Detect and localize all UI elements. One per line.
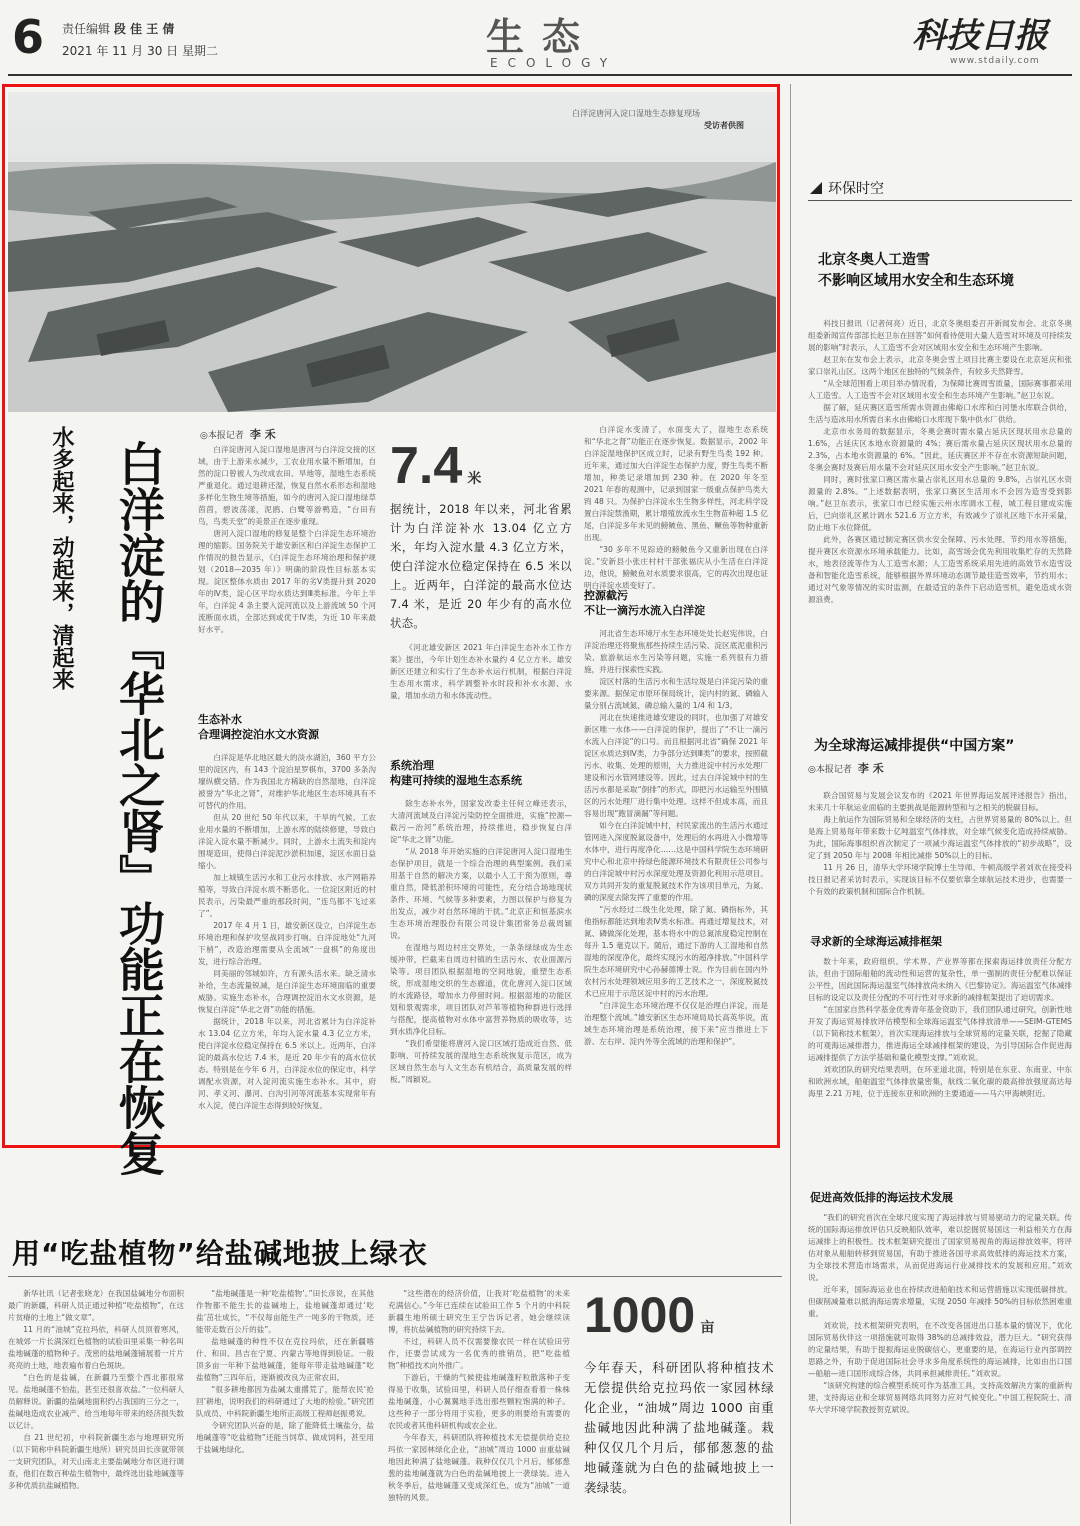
paragraph: 刘欢说，技术框架研究表明，在不改变各国进出口基本量的情况下，优化国际贸易伙伴这一项措施就可取得 38%的总减排效益，潜力巨大。“研究获得的定量结果，有助于提振海运业脱碳信心，更重要的是，在海运行业内部调控思路之外，有助于促进国际社会寻求多角度系统性的海运减排，比如由出口国—船舶—进口国形成综合体，共同承担减排责任。”刘欢说。 xyxy=(808,1321,1072,1378)
bottom-column-3 xyxy=(388,1288,570,1520)
newspaper-logo: 科技日报 xyxy=(912,16,1048,56)
paragraph: “盐地碱蓬是一种‘吃盐植物’。”田长彦说，在其他作物都不能生长的盐碱地上，盐地碱蓬却通过‘吃盐’茁壮成长，“不仅每亩能生产一吨多的干物质，还能带走数百公斤的盐”。 xyxy=(196,1289,374,1334)
article-1-title-line-1: 北京冬奥人工造雪 xyxy=(818,252,930,268)
paragraph: 同时，赛时张家口赛区需水量占崇礼区用水总量的 9.8%，占崇礼区水资源量的 2.8%。“上述数据表明，张家口赛区生活用水不会因为造雪受到影响。”赵卫东表示，张家口市已经实施云州水库调水工程，城工程目建成实施后，已向崇礼区累计调水 521.6 万立方米，有效减少了崇礼区地下水开采量，防止地下水位降低。 xyxy=(808,475,1072,532)
paragraph: 河北在快速推进雄安建设的同时，也加强了对雄安新区唯一水体——白洋淀的保护，提出了“不让一滴污水流入白洋淀”的口号。而且根据河北省“确保 2021 年淀区水质达到Ⅳ类，力争部分达到Ⅲ类”的要求，按照截污水、收集、处理的原则，大力推进淀中村污水处理厂建设和污水管网建设等。因此，过去白洋淀城中村的生活污水都是采取“倒排”的形式，即把污水运输至外围镇区的污水处理厂进行集中处理。这样不但成本高，而且容易出现“跑冒滴漏”等问题。 xyxy=(584,713,768,818)
bottom-column-2 xyxy=(196,1288,374,1520)
subhead-2-title: 系统治理 xyxy=(390,759,434,772)
paragraph: 赵卫东在发布会上表示，北京冬奥会雪上项目比赛主要设在北京延庆和张家口崇礼山区。这两个地区在独特的气候条件，有较多天然降雪。 xyxy=(808,355,1072,376)
paragraph: 《河北雄安新区 2021 年白洋淀生态补水工作方案》提出，今年计划生态补水量约 4 亿立方米。雄安新区还建立和实行了生态补水运行机制，根据白洋淀生态用水需求，科学调整补水时段和补水水源、水量，增加水动力和水体流动性。 xyxy=(390,643,572,700)
stat-unit: 米 xyxy=(467,471,482,487)
paragraph: 加上城镇生活污水和工业污水排放、水产网箱养殖等，导致白洋淀水质不断恶化。一位淀区附近的村民表示，污染最严重的那段时间，“连鸟都不飞过来了”。 xyxy=(198,873,376,918)
issue-date: 2021 年 11 月 30 日 星期二 xyxy=(62,44,218,58)
paragraph: 河北省生态环境厅水生态环境处处长赵宪伟说，白洋淀治理还将聚焦那些持续生活污染、淀区底泥重积污染、旅游航运水生污染等问题，实施一系列很有力措施，并进行探索性实践。 xyxy=(584,629,768,674)
editors-line xyxy=(62,20,174,37)
paragraph: 唐河入淀口湿地的修复是整个白洋淀生态环境治理的缩影。国务院关于雄安新区和白洋淀生态保护工作情况的报告显示，《白洋淀生态环境治理和保护规划（2018—2035 年）》明确的阶段性目标基本实现。淀区整体水质由 2017 年的劣Ⅴ类提升到 2020 年的Ⅳ类，淀心区平均水质达到Ⅲ类标准。今年上半年，白洋淀 4 条主要入淀河流以及上游流域 50 个河流断面水质，全部达到或优于Ⅳ类，为近 10 年来最好水平。 xyxy=(198,529,376,634)
paragraph: “从 2018 年开始实施的白洋淀唐河入淀口湿地生态保护项目，就是一个综合治理的典型案例。我们采用基于自然的解决方案，以最小人工干预为原则，尊重自然，降低淤积环境的可能性，充分结合场地现状条件、环境、气候等多种要素，力图以保护与修复为出发点，减少对自然环境的干扰。”北京正和恒基滨水生态环境治理股份有限公司设计集团常务总裁周颖说。 xyxy=(390,847,572,940)
byline-name: 李 禾 xyxy=(249,428,276,441)
bottom-stat-number: 1000 xyxy=(584,1287,696,1343)
site-url[interactable]: www.stdaily.com xyxy=(950,56,1040,66)
subhead-2-subtitle: 构建可持续的湿地生态系统 xyxy=(390,774,522,787)
paragraph: 科技日报讯（记者何亮）近日，北京冬奥组委召开新闻发布会。北京冬奥组委新闻宣传部部长赵卫东在回答“如何看待使用大量人造雪对环境及可持续发展的影响”时表示，人工造雪不会对区域用水安全和生态环境产生影响。 xyxy=(808,319,1072,352)
paragraph: “这些潜在的经济价值，让我对‘吃盐植物’的未来充满信心。”今年已连续在试验田工作 5 个月的中科院新疆生地所硕士研究生王宁告诉记者，她会继续读博，将抗盐碱植物的研究持续下去。 xyxy=(388,1289,570,1334)
paragraph: 除生态补水外，国家发改委主任何立峰还表示，大清河流域及白洋淀污染防控全面推进，实施“控源—截污—治河”系统治理，持续推进，稳步恢复白洋淀“华北之肾”功能。 xyxy=(390,799,572,844)
wetland-photo-illustration xyxy=(8,92,776,412)
subhead-2 xyxy=(390,758,522,788)
stat-number: 7.4 xyxy=(390,437,463,495)
paragraph: 白洋淀唐河入淀口湿地是唐河与白洋淀交接的区域，由于上游来水减少，工农业用水量不断增加，自然的淀口曾被人为改成农田、旱地等，湿地生态系统严重退化。通过退耕还湿，恢复自然水系形态和湿地多样化生物生境等措施，如今的唐河入淀口湿地绿草茵茵，碧波荡漾，泥鸥、白鹭等游鸭造，“台田有鸟，鸟类天堂”的美景正在逐步重现。 xyxy=(198,445,376,526)
bottom-stat-unit: 亩 xyxy=(700,1320,715,1336)
bottom-column-1 xyxy=(8,1288,184,1520)
byline-name: 李 禾 xyxy=(857,762,884,775)
sidebar-article-2-body-b xyxy=(808,956,1072,1184)
subhead-3-title: 控源截污 xyxy=(584,589,628,602)
paragraph: “污水经过二级生化处理，除了氮、磷指标外，其他指标都能达到地表Ⅳ类水标准。再通过增复技术，对氮、磷做深化处理，基本将水中的总氮浓度稳定控制在每升 1.5 毫克以下。随后，通过下游的人工湿地和自然湿地的深度净化，最终实现污水的超净排放。”中国科学院生态环境研究中心孙赫德博士说。作为目前在国内外农村污水处理领域应用多的工艺技术之一，深度脱氮技术已应用于示范区淀中村的污水治理。 xyxy=(584,905,768,998)
sidebar-section-text: 环保时空 xyxy=(828,181,884,197)
paragraph: 海上航运作为国际贸易和全球经济的支柱，占世界贸易量的 80%以上。但是海上贸易每年带来数十亿吨温室气体排放，对全球气候变化造成持续威胁。为此，国际海事组织首次制定了一项减少海运温室气体排放的“初步战略”，设定了到 2050 年与 2008 年相比减排 50%以上的目标。 xyxy=(808,815,1072,860)
paragraph: “我们的研究首次在全球尺度实现了海运排放与贸易驱动力的定量关联。传统的国际海运排放评估只反映船队效率，难以挖掘贸易国这一利益相关方在海运减排上的积极性。技术框架研究提出了国家贸易视角的海运排放效率，将评估对象从船舶转移到贸易国，有助于推进各国寻求高效低排的海运技术方案，为全球技术营造市场需求，从而促进海运行业减排技术的发展和应用。”刘欢说。 xyxy=(808,1213,1072,1282)
paragraph: 刘欢团队的研究结果表明，在环亚道北面，特别是在东亚、东南亚、中东和欧洲水域，船舶温室气体排放量密集，航线二氧化碳的最高排放强度高达每海里 2.21 万吨，位于连接东亚和欧洲的主要通道——马六甲海峡附近。 xyxy=(808,1065,1072,1098)
lead-column-1b xyxy=(198,752,376,1144)
page-number: 6 xyxy=(12,10,45,64)
subhead-1-subtitle: 合理调控淀泊水文水资源 xyxy=(198,728,319,741)
paragraph: 盐地碱蓬的种性不仅在克拉玛依，还在新疆喀什、和田、昌吉在宁夏、内蒙古等地得到验证。一般顶多亩一年种下盐地碱蓬，能每年带走盐地碱蓬“吃盐植物”三四年后，逐渐被改良为正常农田。 xyxy=(196,1337,374,1382)
paragraph: 自 21 世纪初，中科院新疆生态与地理研究所（以下简称中科院新疆生地所）研究员田长彦就带领一支研究团队，对天山南北主要盐碱地分布区进行调查，他们在数百种盐生植物中，最终选出盐地碱蓬等多种优质抗盐碱植物。 xyxy=(8,1433,184,1490)
paragraph: 据统计，2018 年以来，河北省累计为白洋淀补水 13.04 亿立方米，年均入淀水量 4.3 亿立方米，使白洋淀水位稳定保持在 6.5 米以上。近两年，白洋淀的最高水位达 7.4 米，是近 20 年少有的高水位状态。特别是在今年 6 月，白洋淀水位的保定市，科学调配水资源，对入淀河流实施生态补水。其中，府河、孝义河、瀑河、白沟引河等河流基本实现常年有水入淀，使白洋淀生态得到较好恢复。 xyxy=(198,1017,376,1110)
paragraph: 11 月的“油城”克拉玛依，科研人员顶着寒风，在城郊一片长满深红色植物的试验田里采集一种名叫盐地碱蓬的植物种子。茂密的盐地碱蓬铺展着一片片亮亮的土地，地表遍布着白色斑块。 xyxy=(8,1325,184,1370)
wetland-photo xyxy=(8,92,776,412)
editors-names: 段 佳 王 倩 xyxy=(113,22,175,36)
subhead-3 xyxy=(584,588,705,618)
bottom-stat-description: 今年春天，科研团队将种植技术无偿提供给克拉玛依一家园林绿化企业，“油城”周边 1000 亩重盐碱地因此种满了盐地碱蓬。栽种仅仅几个月后，郁郁葱葱的盐地碱蓬就为白色的盐碱地披上一袭绿装。 xyxy=(584,1360,774,1495)
paragraph: 如今在白洋淀城中村，村民家流出的生活污水通过管网进入深度脱氮设备中，处理后的水再进入小微增等水体中，进行再度净化……这是中国科学院生态环境研究中心和北京中持绿色能源环境技术有限责任公司参与的白洋淀城中村污水深度处理及资源化利用示范项目。双方共同开发的重复脱氮技术作为该项目单元，为氮、磷的深度去除发挥了重要的作用。 xyxy=(584,821,768,902)
sidebar-article-2-body xyxy=(808,790,1072,930)
paragraph: 在湿地与周边村庄交界处，一条条绿绿成为生态缓冲带，拦截来自周边村镇的生活污水、农业面源污染等。项目团队根据湿地的空间地貌，重塑生态系统，形成湿地交织的生态廊道，优化唐河入淀口区域的水流路径，增加水力停留时间。根据湿地的功能区划和景观需求，项目团队对芦苇等植物种群进行选择与搭配，提高植物对水体中富营养物质的吸收等，达到水质净化目标。 xyxy=(390,943,572,1036)
lead-column-2 xyxy=(390,642,572,746)
lead-column-3b xyxy=(584,628,768,1144)
sidebar-article-2-byline xyxy=(808,760,884,776)
paragraph: 今年春天，科研团队将种植技术无偿提供给克拉玛依一家园林绿化企业，“油城”周边 1000 亩重盐碱地因此种满了盐地碱蓬。栽种仅仅几个月后，郁郁葱葱的盐地碱蓬就为白色的盐碱地披上一袭绿装。进入秋冬季后，盐地碱蓬又变成深红色，成为“油城”一道独特的风景。 xyxy=(388,1433,570,1502)
sidebar-article-2-body-c xyxy=(808,1212,1072,1512)
paragraph: “白洋淀生态环境治理不仅仅是治理白洋淀，而是治理整个流域。”雄安新区生态环境局局长高英华说，流域生态环境治理是系统治理，接下来“应当推进上下游、左右岸、淀内外等全流域的治理和保护”。 xyxy=(584,1001,768,1046)
stat-box xyxy=(390,436,481,496)
sidebar-article-2-title[interactable]: 为全球海运减排提供“中国方案” xyxy=(814,738,1015,754)
stat-description: 据统计，2018 年以来，河北省累计为白洋淀补水 13.04 亿立方米，年均入淀水量 4.3 亿立方米，使白洋淀水位稳定保持在 6.5 米以上。近两年，白洋淀的最高水位达 7.4 米，是近 20 年少有的高水位状态。 xyxy=(390,502,572,630)
article-1-title-line-2: 不影响区域用水安全和生态环境 xyxy=(818,273,1014,289)
section-subtitle: ECOLOGY xyxy=(490,56,618,70)
sidebar-article-1-body xyxy=(808,318,1072,700)
section-flag-icon xyxy=(810,182,822,194)
photo-caption: 白洋淀唐河入淀口湿地生态修复现场 xyxy=(572,109,700,118)
sidebar-subhead-2: 促进高效低排的海运技术发展 xyxy=(810,1191,953,1204)
lead-column-2b xyxy=(390,798,572,1144)
bottom-rule xyxy=(8,1276,782,1277)
paragraph: “白色的是盐碱，在新疆乃至整个西北都很常见。盐地碱蓬不怕盐，甚至还很喜欢盐。”一位科研人员解释说。新疆的盐碱地面积约占我国的三分之一，盐碱地造成农业减产、给当地每年带来的经济损失数以亿计。 xyxy=(8,1373,184,1430)
paragraph: 北京市水务局的数据显示，冬奥会赛时需水量占延庆区现状用水总量的 1.6%，占延庆区本地水资源量的 4%；赛后需水量占延庆区现状用水总量的 2.3%，占本地水资源量的 6%。“因此，延庆赛区并不存在水资源短缺问题，冬奥会赛时及赛后用水量不会对延庆区用水安全产生影响。”赵卫东说。 xyxy=(808,427,1072,472)
bottom-headline[interactable]: 用“吃盐植物”给盐碱地披上绿衣 xyxy=(12,1237,428,1270)
paragraph: 2017 年 4 月 1 日，雄安新区设立，白洋淀生态环境治理和保护攻坚战同步打响。白洋淀地处“九河下梢”，改造治理需要从全流域“一盘棋”的角度出发，进行综合治理。 xyxy=(198,921,376,966)
paragraph: 据了解，延庆赛区造雪所需水资源由佛峪口水库和白河堡水库联合供给，生活与造冰用水所需自来水由佛峪口水库现下集中供水厂供给。 xyxy=(808,403,1072,424)
paragraph: 不过，科研人员不仅需要像农民一样在试验田劳作，还要尝试成为一名优秀的推销员，把“吃盐植物”种植技术向外推广。 xyxy=(388,1337,570,1370)
paragraph: 同美丽的邻城如许，方有源头活水来。缺乏清水补给，生态流量锐减，是白洋淀生态环境面临的重要威胁。实施生态补水，合理调控淀泊水文水资源，是恢复白洋淀“华北之肾”功能的措施。 xyxy=(198,969,376,1014)
paragraph: 近年来，国际海运业也在持续改进船舶技术和运营措施以实现低碳排放。但碳削减量难以抵消海运需求增量，实现 2050 年减排 50%的目标依然困难重重。 xyxy=(808,1285,1072,1318)
byline-label: ◎本报记者 xyxy=(200,431,244,441)
paragraph: 下游后，干燥的气候使盐地碱蓬籽粒散落种子变得易于收集，试验田里，科研人员仔细查看着一株株盐地碱蓬，小心翼翼地手选出那些颗粒饱满的种子。这些种子一部分将用于实验，更多的则要给有需要的农民或者其他科研机构或农企业。 xyxy=(388,1373,570,1430)
paragraph: “从全球范围看上项目举办情况看，为保障比赛周雪质量，国际赛事都采用人工造雪。人工造雪不会对区域用水安全和生态环境产生影响。”赵卫东说。 xyxy=(808,379,1072,400)
lead-column-1 xyxy=(198,444,376,684)
paragraph: “很多耕地都因为盐碱太重撂荒了，能帮农民‘抢回’耕地，说明我们的科研通过了大地的检验。”研究团队成员、中科院新疆生地所正高级工程师赵振勇说。 xyxy=(196,1385,374,1418)
paragraph: “在国家自然科学基金优秀青年基金资助下，我们团队通过研究，创新性地开发了海运贸易排放评估模型和全球海运温室气体排放清单——SEIM-GTEMS（以下简称技术框架），首次实现海运排放与全球贸易的定量关联，挖掘了隐藏的可观海运减排潜力，推进海运全球减排框架的建设，为引导国际合作促进海运减排提供了方法学基础和量化模型支撑。”刘欢说。 xyxy=(808,1005,1072,1062)
byline-label: ◎本报记者 xyxy=(808,765,852,775)
paragraph: “我们希望能将唐河入淀口区域打造成近自然、低影响、可持续发展的湿地生态系统恢复示范区，成为区域自然生态与人文生态有机结合，高质量发展的样板。”周颖说。 xyxy=(390,1039,572,1084)
editors-label: 责任编辑 xyxy=(62,22,111,36)
subhead-1-title: 生态补水 xyxy=(198,713,242,726)
subhead-3-subtitle: 不让一滴污水流入白洋淀 xyxy=(584,604,705,617)
paragraph: 新华社讯（记者张晓龙）在我国盐碱地分布面积最广的新疆，科研人员正通过种植“吃盐植物”，在这片贫瘠的土地上“做文章”。 xyxy=(8,1289,184,1322)
paragraph: 但从 20 世纪 50 年代以来，干旱的气候、工农业用水量的不断增加，上游水库的陆续修建，导致白洋淀入淀水量不断减少。同时，上游水土流失和淀内围堤造田，使得白洋淀泥沙淤积加速，淀区水面日益缩小。 xyxy=(198,813,376,870)
sidebar-rule xyxy=(808,200,1072,201)
paragraph: “30 多年不见踪迹的鳑鲏鱼今又重新出现在白洋淀。”安新县小张庄村村干部张福庆从小生活在白洋淀边，他说，鳑鲏鱼对水质要求很高，它的再次出现也证明白洋淀水质变好了。 xyxy=(584,545,768,590)
paragraph: 淀区村落的生活污水和生活垃圾是白洋淀污染的重要来源。据保定市原环保局统计，淀内村的氮、磷输入量分别占流域氮、磷总输入量的 1/4 和 1/3。 xyxy=(584,677,768,710)
sidebar-subhead-1: 寻求新的全球海运减排框架 xyxy=(810,935,942,948)
bottom-stat-box xyxy=(584,1286,714,1344)
lead-byline xyxy=(200,426,276,442)
paragraph: 联合国贸易与发展会议发布的《2021 年世界海运发展评述报告》指出，未来几十年航运业面临的主要挑战是能源转型和与之相关的脱碳目标。 xyxy=(808,791,1072,812)
paragraph: “该研究构建的综合模型系统可作为基准工具，支持高效解决方案的重新构建，支持海运业和全球贸易网络共同努力应对气候变化。”中国工程院院士、清华大学环境学院教授贺克斌说。 xyxy=(808,1381,1072,1414)
paragraph: 白洋淀是华北地区最大的淡水湖泊，360 平方公里的淀区内，有 143 个淀泊星罗棋布，3700 多条沟壕纵横交错。作为我国北方稀缺的自然湿地，白洋淀被誉为“华北之肾”，对维护华北地区生态环境具有不可替代的作用。 xyxy=(198,753,376,810)
photo-credit: 受访者供图 xyxy=(704,121,744,130)
subhead-1 xyxy=(198,712,319,742)
masthead-rule xyxy=(8,74,1072,76)
sidebar-section-label xyxy=(810,178,884,198)
section-title: 生态 xyxy=(486,14,599,59)
sidebar-divider xyxy=(790,84,791,1524)
paragraph: 数十年来，政府组织、学术界、产业界等都在探索海运排放责任分配方法，但由于国际船舶的流动性和运营的复杂性，单一强制的责任分配难以保证公平性，因此国际海运温室气体排放尚未纳入《巴黎协定》。海运温室气体减排目标的设定以及责任分配的不可行性对寻求新的减排框架提出了迫切需求。 xyxy=(808,957,1072,1002)
lead-subheadline: 水多起来，动起来，清起来 xyxy=(49,426,74,690)
paragraph: 令研究团队兴奋的是，除了能降低土壤盐分，盐地碱蓬等“吃盐植物”还能当饲草、做成饲料，甚至用于盐碱地绿化。 xyxy=(196,1421,374,1454)
paragraph: 此外，各赛区通过制定赛区供水安全保障、污水处理、节约用水等措施，提升赛区水资源水环境承载能力。比如，高雪场会优先利用收集贮存的天然降水，地表径流等作为人工造雪水源；人工造雪系统采用先进的高效节水造雪设备和智能化造雪系统，能够根据外界环境动态调节最佳造雪效率，节约用水；通过对气象等情况的实时监测，在最适宜的条件下启动造雪机，避免造成水资源浪费。 xyxy=(808,535,1072,604)
lead-column-3 xyxy=(584,424,768,590)
sidebar-article-1-title[interactable] xyxy=(818,250,1014,292)
paragraph: 11 月 26 日，清华大学环境学院博士生导师、牛顿高级学者刘欢在接受科技日报记者采访时表示，实现该目标不仅要依靠全球航运技术进步，也需要一个有效的政策机制和国际合作机制。 xyxy=(808,863,1072,896)
paragraph: 白洋淀水变清了，水面变大了，湿地生态系统和“华北之肾”功能正在逐步恢复。数据显示，2002 年白洋淀湿地保护区成立时，记录有野生鸟类 192 种。近年来，通过加大白洋淀生态保护力度，野生鸟类不断增加，种类记录增加到 230 种。在 2020 年冬至 2021 年春的观测中，记录到国家一级重点保护鸟类大鸨 48 只。为保护白洋淀水生生物多样性，河北科学设置白洋淀禁渔期，累计增殖放流水生生物苗种超 1.5 亿尾，白洋淀多年未见的鳑鲏鱼、黑鱼、鳜鱼等物种重新出现。 xyxy=(584,425,768,542)
lead-headline: 白洋淀的『华北之肾』功能正在恢复 xyxy=(112,440,166,1176)
